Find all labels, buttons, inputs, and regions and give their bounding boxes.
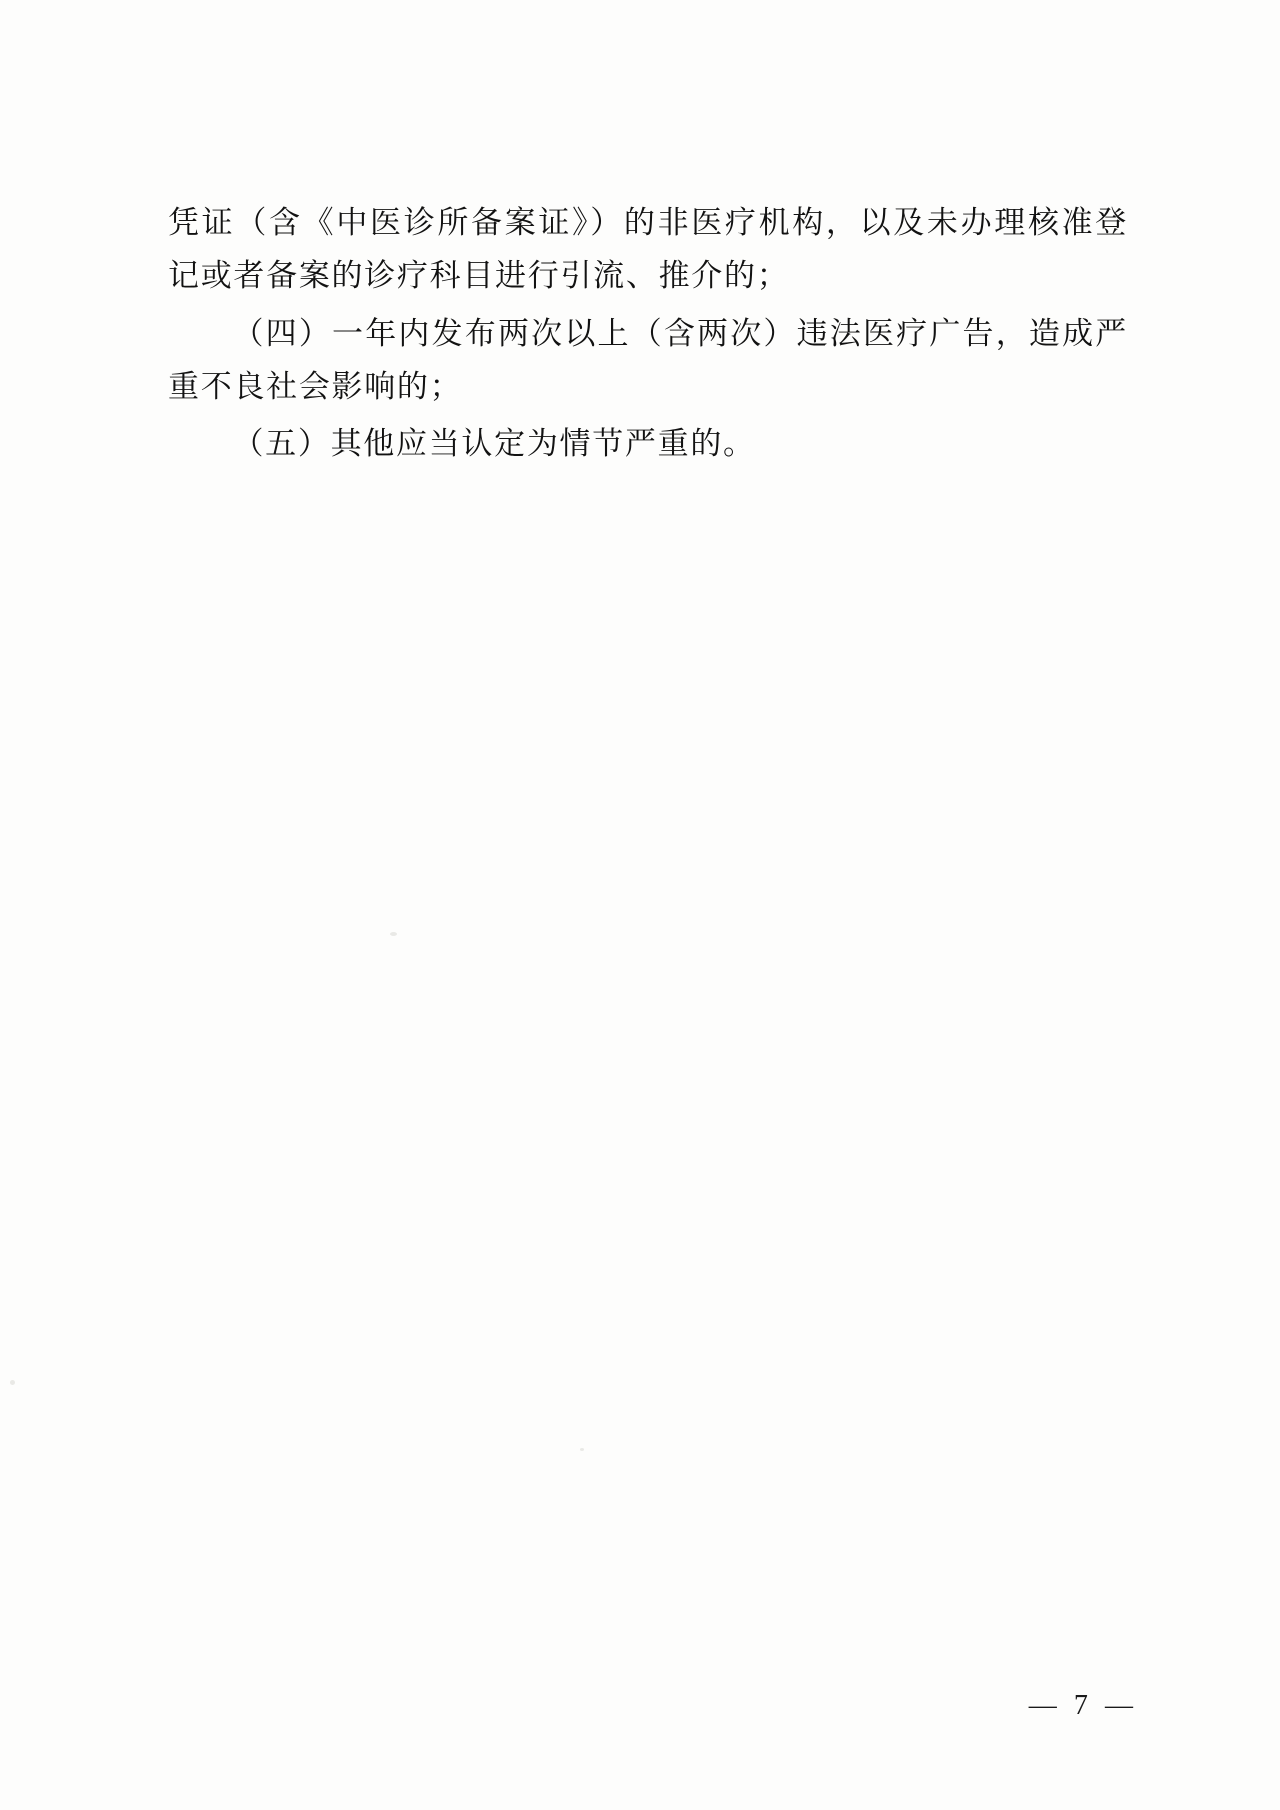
paragraph-block [168,307,1128,414]
scan-artifact [10,1380,15,1385]
page-footer [0,1690,1280,1722]
paragraph-block [168,417,1128,470]
document-body [168,196,1128,475]
page-number: — 7 — [1028,1690,1138,1721]
paragraph-item-five: （五）其他应当认定为情节严重的。 [232,426,756,462]
scan-artifact [580,1448,584,1451]
scan-artifact [390,932,397,936]
paragraph-item-four: （四）一年内发布两次以上（含两次）违法医疗广告，造成严重不良社会影响的； [168,315,1128,404]
paragraph-continuation: 凭证（含《中医诊所备案证》）的非医疗机构，以及未办理核准登记或者备案的诊疗科目进行引流、推介的； [168,205,1128,294]
paragraph-block [168,196,1128,303]
